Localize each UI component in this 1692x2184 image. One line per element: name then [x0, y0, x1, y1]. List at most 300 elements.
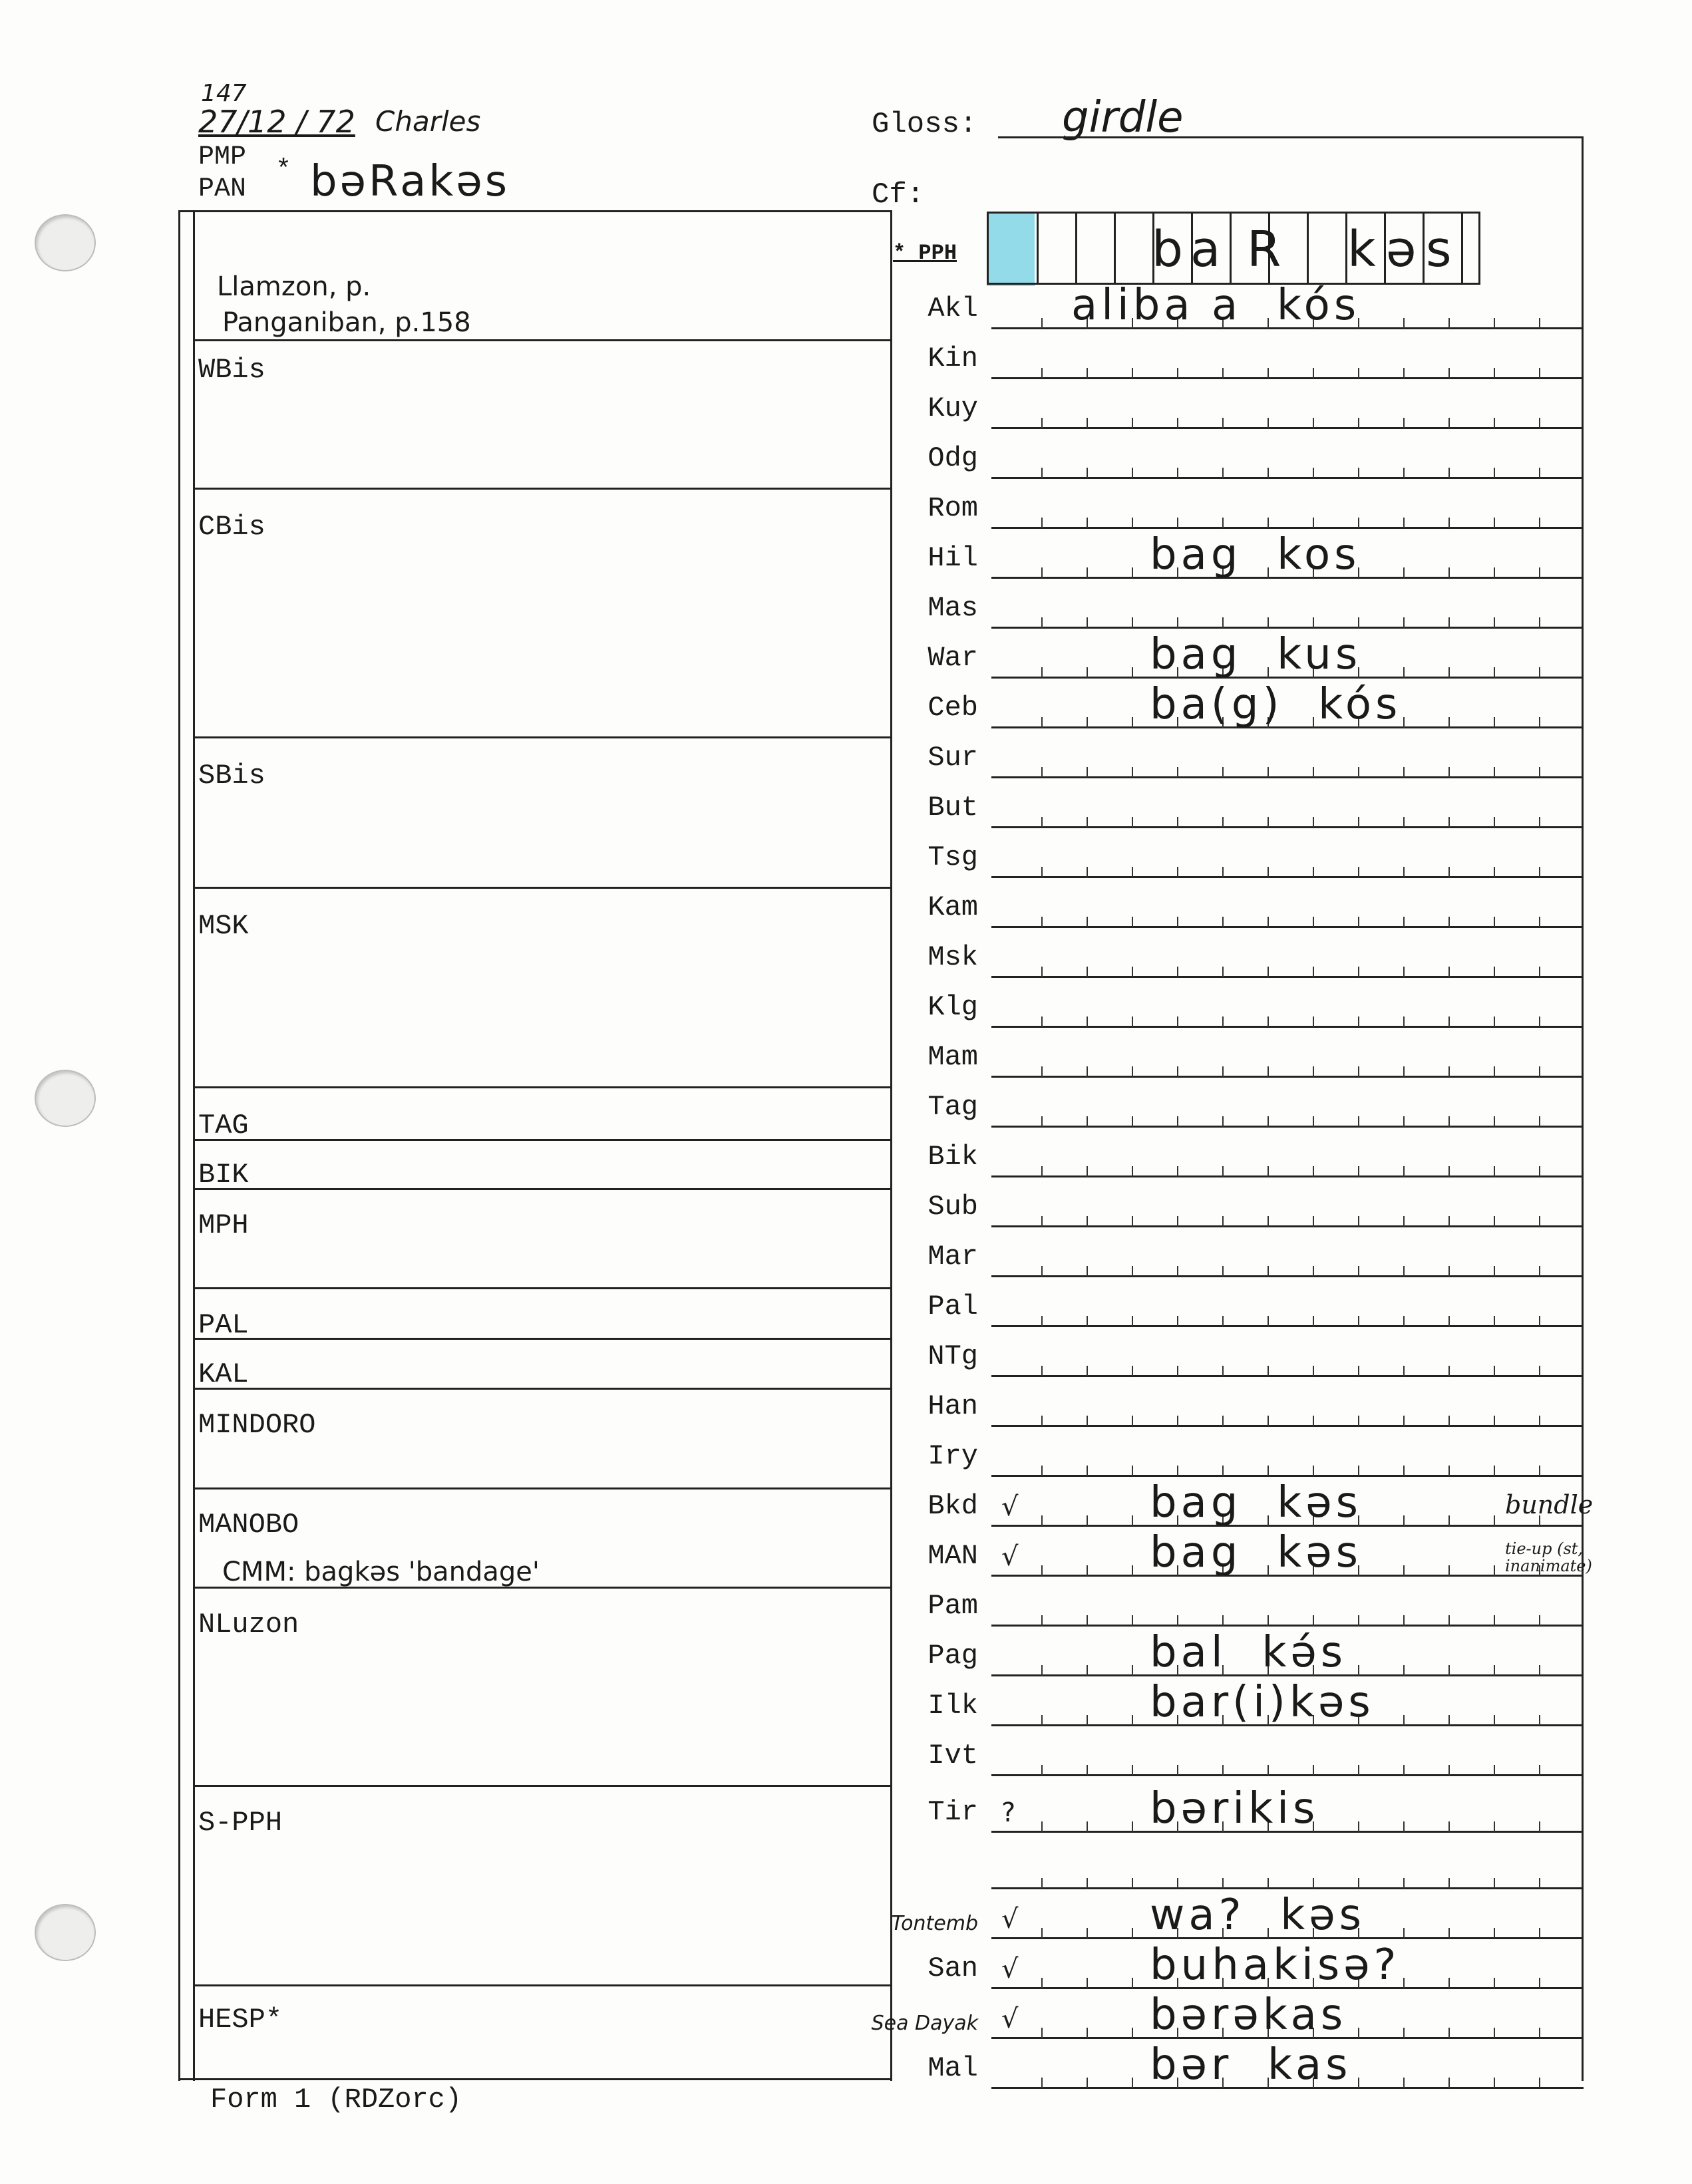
row-tick	[1268, 1416, 1269, 1426]
row-tick	[1087, 418, 1088, 428]
row-tick	[1087, 1066, 1088, 1077]
row-tick	[1448, 717, 1450, 728]
row-tick	[1041, 318, 1043, 329]
row-tick	[1268, 1166, 1269, 1177]
row-tick	[1268, 1765, 1269, 1776]
row-tick	[1448, 1366, 1450, 1376]
row-tick	[1222, 1066, 1224, 1077]
row-tick	[1448, 1665, 1450, 1676]
row-tick	[1494, 667, 1495, 678]
section-label-cbis: CBis	[198, 511, 265, 543]
row-tick	[1403, 1116, 1405, 1127]
row-tick	[1358, 1366, 1359, 1376]
row-tick	[1268, 1615, 1269, 1626]
row-tick	[1494, 1821, 1495, 1832]
proto-asterisk: *	[275, 156, 292, 186]
row-tick	[1448, 767, 1450, 778]
cf-label: Cf:	[872, 178, 925, 212]
row-tick	[1041, 1266, 1043, 1277]
row-tick	[1539, 2028, 1540, 2038]
language-code: Klg	[928, 991, 978, 1023]
row-tick	[1087, 2078, 1088, 2088]
section-label-tag: TAG	[198, 1110, 249, 1142]
row-tick	[1494, 1266, 1495, 1277]
reference-panganiban: Panganiban, p.158	[222, 307, 471, 338]
row-tick	[1539, 1665, 1540, 1676]
row-tick	[1358, 2028, 1359, 2038]
row-tick	[1222, 418, 1224, 428]
row-tick	[1087, 1316, 1088, 1326]
row-tick	[1448, 1466, 1450, 1476]
row-tick	[1177, 1166, 1178, 1177]
row-tick	[1041, 1928, 1043, 1939]
language-code: MAN	[928, 1540, 978, 1572]
row-tick	[1313, 767, 1314, 778]
row-tick	[1539, 1615, 1540, 1626]
row-tick	[1268, 1016, 1269, 1027]
row-tick	[1358, 1166, 1359, 1177]
language-code: Bkd	[928, 1490, 978, 1522]
section-label-mindoro: MINDORO	[198, 1409, 316, 1441]
row-tick	[1403, 1928, 1405, 1939]
row-tick	[1358, 967, 1359, 977]
row-tick	[1494, 617, 1495, 628]
row-tick	[1041, 967, 1043, 977]
row-tick	[1268, 368, 1269, 379]
row-tick	[1177, 1066, 1178, 1077]
row-tick	[1132, 767, 1133, 778]
row-tick	[1448, 2078, 1450, 2088]
row-tick	[1313, 1216, 1314, 1227]
row-tick	[1539, 1266, 1540, 1277]
row-tick	[1539, 1466, 1540, 1476]
row-tick	[1041, 1615, 1043, 1626]
row-tick	[1313, 617, 1314, 628]
row-tick	[1177, 917, 1178, 927]
form-footer: Form 1 (RDZorc)	[210, 2084, 462, 2115]
check-mark: √	[1001, 2004, 1019, 2034]
row-tick	[1494, 418, 1495, 428]
pph-letter: R	[1247, 221, 1281, 278]
row-tick	[1132, 717, 1133, 728]
row-tick	[1268, 867, 1269, 877]
row-tick	[1494, 1466, 1495, 1476]
language-code: Odg	[928, 442, 978, 474]
row-tick	[1358, 418, 1359, 428]
row-tick	[1448, 418, 1450, 428]
row-tick	[1313, 368, 1314, 379]
row-tick	[1087, 667, 1088, 678]
cognate-form: buhakisə?	[1150, 1941, 1401, 1990]
row-tick	[1448, 1166, 1450, 1177]
row-tick	[1448, 1928, 1450, 1939]
row-tick	[1494, 1615, 1495, 1626]
language-code: Iry	[928, 1440, 978, 1472]
row-tick	[1494, 1928, 1495, 1939]
row-tick	[1539, 1066, 1540, 1077]
row-tick	[1448, 1216, 1450, 1227]
row-tick	[1268, 817, 1269, 828]
row-tick	[1268, 967, 1269, 977]
row-tick	[1087, 1366, 1088, 1376]
row-tick	[1177, 1416, 1178, 1426]
row-tick	[1132, 1016, 1133, 1027]
row-tick	[1448, 1316, 1450, 1326]
row-tick	[1041, 1978, 1043, 1988]
row-tick	[1403, 1316, 1405, 1326]
row-tick	[1222, 967, 1224, 977]
row-tick	[1087, 1665, 1088, 1676]
row-tick	[1222, 518, 1224, 528]
row-tick	[1494, 1665, 1495, 1676]
row-tick	[1132, 2028, 1133, 2038]
row-tick	[1494, 767, 1495, 778]
left-divider	[193, 488, 890, 490]
row-tick	[1087, 1266, 1088, 1277]
language-code: But	[928, 792, 978, 824]
row-tick	[1403, 368, 1405, 379]
row-tick	[1177, 1016, 1178, 1027]
row-tick	[1494, 1366, 1495, 1376]
row-tick	[1087, 1466, 1088, 1476]
row-tick	[1132, 1715, 1133, 1726]
language-code: Kam	[928, 891, 978, 923]
row-tick	[1358, 1066, 1359, 1077]
row-tick	[1222, 1466, 1224, 1476]
section-label-wbis: WBis	[198, 354, 265, 386]
row-tick	[1494, 1166, 1495, 1177]
row-tick	[1494, 817, 1495, 828]
row-tick	[1494, 468, 1495, 478]
row-tick	[1494, 967, 1495, 977]
meaning-note: tie-up (st, inanimate)	[1505, 1539, 1592, 1575]
row-tick	[1448, 468, 1450, 478]
row-tick	[1132, 917, 1133, 927]
row-tick	[1268, 1216, 1269, 1227]
row-tick	[1087, 518, 1088, 528]
row-tick	[1494, 917, 1495, 927]
row-tick	[1403, 1878, 1405, 1889]
row-tick	[1313, 1466, 1314, 1476]
row-tick	[1494, 1066, 1495, 1077]
row-tick	[1268, 1266, 1269, 1277]
section-label-mph: MPH	[198, 1209, 249, 1241]
row-tick	[1358, 1665, 1359, 1676]
cognate-form: aliba a kós	[1071, 281, 1361, 330]
row-tick	[1358, 617, 1359, 628]
row-tick	[1041, 1316, 1043, 1326]
row-tick	[1268, 767, 1269, 778]
row-tick	[1087, 1715, 1088, 1726]
row-tick	[1041, 1878, 1043, 1889]
row-tick	[1403, 1166, 1405, 1177]
cognate-form: bag kəs	[1150, 1528, 1362, 1577]
row-tick	[1041, 1821, 1043, 1832]
row-tick	[1313, 1316, 1314, 1326]
row-tick	[1494, 1216, 1495, 1227]
row-tick	[1132, 667, 1133, 678]
row-tick	[1448, 617, 1450, 628]
row-tick	[1087, 1765, 1088, 1776]
language-code: Mam	[928, 1041, 978, 1073]
row-tick	[1539, 1928, 1540, 1939]
row-tick	[1313, 1116, 1314, 1127]
row-tick	[1358, 1416, 1359, 1426]
row-tick	[1177, 1765, 1178, 1776]
check-mark: √	[1001, 1541, 1019, 1572]
row-tick	[1358, 2078, 1359, 2088]
row-tick	[1041, 1016, 1043, 1027]
row-tick	[1539, 667, 1540, 678]
row-tick	[1222, 1765, 1224, 1776]
row-tick	[1539, 1216, 1540, 1227]
row-tick	[1222, 1878, 1224, 1889]
row-tick	[1177, 1116, 1178, 1127]
row-tick	[1403, 1216, 1405, 1227]
row-tick	[1539, 1821, 1540, 1832]
row-tick	[1448, 1615, 1450, 1626]
row-tick	[1177, 967, 1178, 977]
row-tick	[1403, 1266, 1405, 1277]
section-label-hesp: HESP*	[198, 2004, 283, 2036]
row-tick	[1041, 867, 1043, 877]
row-tick	[1268, 617, 1269, 628]
language-code: Pam	[928, 1590, 978, 1622]
section-label-bik: BIK	[198, 1159, 249, 1191]
row-tick	[1403, 1466, 1405, 1476]
row-tick	[1539, 418, 1540, 428]
row-tick	[1132, 1316, 1133, 1326]
row-tick	[1448, 1765, 1450, 1776]
row-tick	[1448, 1116, 1450, 1127]
row-tick	[1041, 1715, 1043, 1726]
pph-letter: s	[1426, 221, 1452, 278]
row-tick	[1087, 1416, 1088, 1426]
row-tick	[1494, 518, 1495, 528]
row-tick	[1132, 1416, 1133, 1426]
row-tick	[1041, 1765, 1043, 1776]
row-tick	[1177, 1216, 1178, 1227]
row-tick	[1222, 1016, 1224, 1027]
row-tick	[1268, 418, 1269, 428]
row-tick	[1222, 867, 1224, 877]
row-tick	[1448, 1416, 1450, 1426]
row-tick	[1268, 917, 1269, 927]
row-tick	[1087, 717, 1088, 728]
row-tick	[1132, 1366, 1133, 1376]
pph-letter: k	[1347, 221, 1376, 278]
row-tick	[1403, 1615, 1405, 1626]
row-tick	[1222, 1116, 1224, 1127]
row-tick	[1132, 1615, 1133, 1626]
section-label-sbis: SBis	[198, 760, 265, 792]
row-tick	[1132, 967, 1133, 977]
row-tick	[1177, 867, 1178, 877]
left-divider	[193, 339, 890, 341]
row-tick	[1403, 1565, 1405, 1576]
left-divider	[193, 887, 890, 889]
frame-left-outer	[178, 210, 180, 2081]
row-tick	[1041, 767, 1043, 778]
row-tick	[1539, 1878, 1540, 1889]
language-code: Tontemb	[891, 1912, 978, 1935]
row-tick	[1358, 1878, 1359, 1889]
row-tick	[1539, 318, 1540, 329]
row-tick	[1403, 468, 1405, 478]
row-tick	[1041, 1466, 1043, 1476]
gloss-underline	[998, 136, 1584, 138]
row-tick	[1132, 468, 1133, 478]
row-tick	[1494, 567, 1495, 578]
row-tick	[1222, 468, 1224, 478]
row-tick	[1494, 717, 1495, 728]
punch-hole-top	[35, 214, 96, 271]
frame-bottom	[178, 2078, 892, 2080]
left-divider	[193, 1487, 890, 1489]
cognate-form: wa? kəs	[1150, 1891, 1365, 1940]
language-code: Kuy	[928, 392, 978, 424]
row-tick	[1448, 1066, 1450, 1077]
row-tick	[1494, 867, 1495, 877]
row-tick	[1087, 1821, 1088, 1832]
row-tick	[1539, 518, 1540, 528]
row-tick	[1132, 1928, 1133, 1939]
row-tick	[1358, 1765, 1359, 1776]
row-tick	[1132, 1665, 1133, 1676]
card-number: 147	[201, 80, 247, 107]
row-tick	[1539, 717, 1540, 728]
left-divider	[193, 1785, 890, 1787]
row-tick	[1087, 617, 1088, 628]
section-label-msk: MSK	[198, 910, 249, 942]
row-tick	[1132, 617, 1133, 628]
row-tick	[1448, 1821, 1450, 1832]
row-tick	[1358, 1821, 1359, 1832]
row-tick	[1403, 617, 1405, 628]
gloss-label: Gloss:	[872, 108, 977, 141]
language-code: Sur	[928, 742, 978, 774]
row-tick	[1132, 1116, 1133, 1127]
row-tick	[1448, 1715, 1450, 1726]
language-code: Pag	[928, 1640, 978, 1672]
row-tick	[1041, 617, 1043, 628]
row-tick	[1539, 867, 1540, 877]
pph-letter: b	[1152, 221, 1183, 278]
row-tick	[1087, 368, 1088, 379]
row-tick	[1313, 967, 1314, 977]
language-code: Pal	[928, 1291, 978, 1323]
row-tick	[1539, 1978, 1540, 1988]
language-code: San	[928, 1952, 978, 1984]
language-code: Kin	[928, 343, 978, 375]
row-tick	[1041, 518, 1043, 528]
row-tick	[1087, 1978, 1088, 1988]
row-tick	[1132, 1266, 1133, 1277]
row-tick	[1539, 1366, 1540, 1376]
frame-middle	[890, 210, 892, 2081]
row-tick	[1494, 1878, 1495, 1889]
row-tick	[1268, 1316, 1269, 1326]
meaning-note: bundle	[1505, 1490, 1594, 1519]
row-tick	[1087, 1116, 1088, 1127]
language-code: War	[928, 642, 978, 674]
cognate-form: ba(g) kós	[1150, 680, 1402, 729]
row-tick	[1132, 567, 1133, 578]
row-tick	[1177, 1366, 1178, 1376]
cognate-form: bag kos	[1150, 530, 1361, 579]
row-tick	[1087, 468, 1088, 478]
row-tick	[1358, 917, 1359, 927]
row-tick	[1087, 917, 1088, 927]
row-tick	[1132, 1978, 1133, 1988]
language-code: Tir	[928, 1796, 978, 1828]
row-tick	[1448, 867, 1450, 877]
row-tick	[1041, 567, 1043, 578]
row-tick	[1177, 1615, 1178, 1626]
row-tick	[1222, 767, 1224, 778]
row-tick	[1403, 667, 1405, 678]
row-tick	[1041, 1416, 1043, 1426]
row-tick	[1041, 1565, 1043, 1576]
row-tick	[1403, 1665, 1405, 1676]
row-tick	[1041, 917, 1043, 927]
row-tick	[1177, 1878, 1178, 1889]
row-tick	[1313, 867, 1314, 877]
left-divider	[193, 1338, 890, 1340]
language-code: Mal	[928, 2052, 978, 2084]
row-tick	[1403, 1765, 1405, 1776]
pph-label: * PPH	[893, 241, 957, 265]
row-tick	[1494, 318, 1495, 329]
row-tick	[1448, 667, 1450, 678]
check-mark: √	[1001, 1954, 1019, 1984]
card-date: 27/12 / 72	[198, 104, 355, 140]
row-tick	[1494, 1715, 1495, 1726]
section-label-nluzon: NLuzon	[198, 1609, 299, 1640]
row-tick	[1403, 567, 1405, 578]
language-code: Bik	[928, 1141, 978, 1173]
row-tick	[1041, 1066, 1043, 1077]
row-tick	[1403, 318, 1405, 329]
row-tick	[1539, 1715, 1540, 1726]
row-tick	[1132, 518, 1133, 528]
row-tick	[1087, 1565, 1088, 1576]
row-tick	[1313, 1878, 1314, 1889]
language-code: Hil	[928, 542, 978, 574]
row-tick	[1539, 468, 1540, 478]
row-tick	[1087, 1166, 1088, 1177]
row-tick	[1403, 1515, 1405, 1526]
left-divider	[193, 1086, 890, 1088]
section-label-kal: KAL	[198, 1358, 249, 1390]
row-tick	[1358, 1216, 1359, 1227]
language-code: Ivt	[928, 1740, 978, 1772]
row-tick	[1494, 1565, 1495, 1576]
row-tick	[1313, 1016, 1314, 1027]
row-tick	[1313, 1765, 1314, 1776]
cognate-form: bar(i)kəs	[1150, 1678, 1375, 1727]
row-tick	[1132, 368, 1133, 379]
row-tick	[1313, 1615, 1314, 1626]
row-tick	[1358, 518, 1359, 528]
row-tick	[1448, 1515, 1450, 1526]
manobo-note: CMM: bagkəs 'bandage'	[222, 1557, 540, 1587]
row-tick	[1539, 767, 1540, 778]
row-tick	[1222, 817, 1224, 828]
row-tick	[1268, 1366, 1269, 1376]
language-code: Tsg	[928, 842, 978, 873]
row-tick	[1403, 418, 1405, 428]
